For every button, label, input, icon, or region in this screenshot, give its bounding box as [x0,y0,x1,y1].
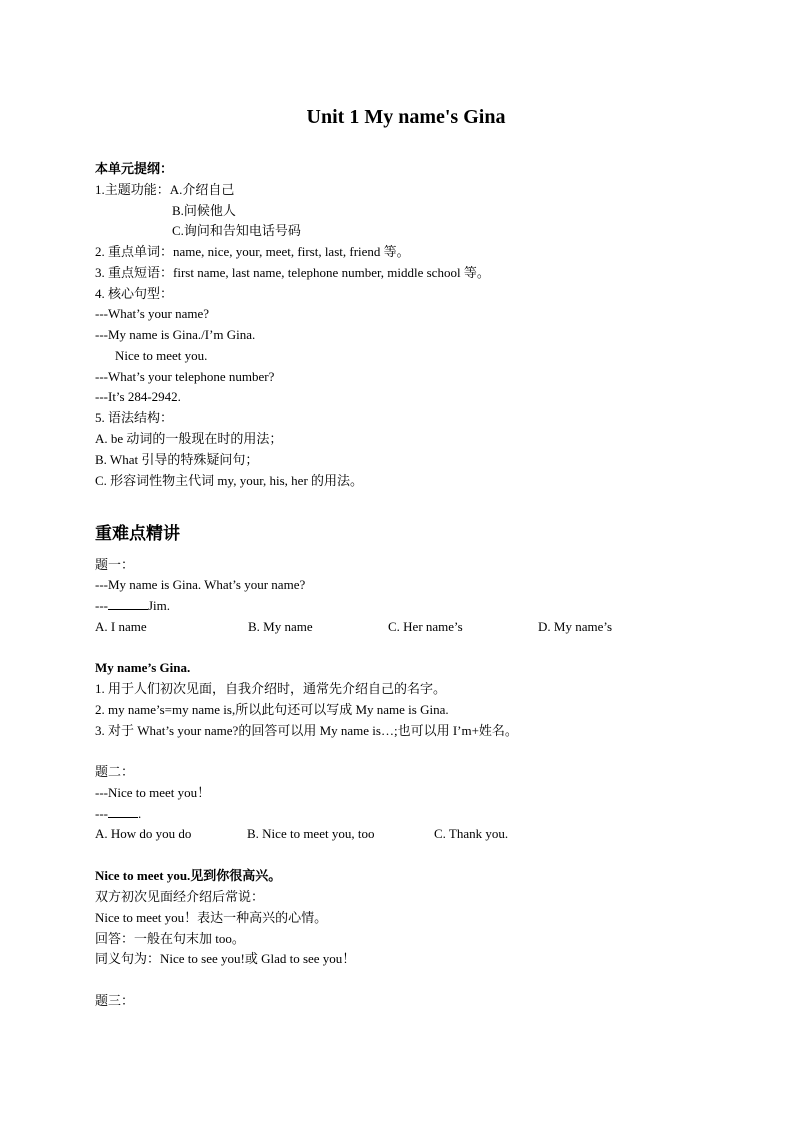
note1-p2: 2. my name’s=my name is,所以此句还可以写成 My name is Gina. [95,702,449,717]
section-heading: 重难点精讲 [95,524,180,543]
sentence-2: ---My name is Gina./I’m Gina. [95,327,256,342]
note2-p1: 双方初次见面经介绍后常说： [95,889,265,904]
grammar-label: 5. 语法结构： [95,410,174,425]
note1-heading: My name’s Gina. [95,660,191,675]
grammar-a: A. be 动词的一般现在时的用法； [95,431,283,446]
q2-answer-blank [108,805,138,818]
q1-option-c: C. Her name’s [388,619,463,634]
key-words: 2. 重点单词：name, nice, your, meet, first, last, friend 等。 [95,244,410,259]
q2-suffix: . [138,806,142,821]
function-b: B.问候他人 [172,203,236,218]
note2-p2: Nice to meet you！表达一种高兴的心情。 [95,910,328,925]
q1-prefix: --- [95,598,108,613]
q2-option-c: C. Thank you. [434,826,509,841]
function-label: 1.主题功能： [95,182,170,197]
q1-line1: ---My name is Gina. What’s your name? [95,577,306,592]
q2-option-b: B. Nice to meet you, too [247,826,375,841]
note1-p1: 1. 用于人们初次见面，自我介绍时，通常先介绍自己的名字。 [95,681,447,696]
q2-line1: ---Nice to meet you！ [95,785,211,800]
sentence-4: ---What’s your telephone number? [95,369,275,384]
sentences-label: 4. 核心句型： [95,286,174,301]
q1-label: 题一： [95,557,135,572]
outline-heading: 本单元提纲： [95,161,174,176]
q2-line2 [95,805,141,823]
q1-line2 [95,597,170,615]
function-a: A.介绍自己 [169,182,235,197]
q2-option-a: A. How do you do [95,826,192,841]
q1-answer-blank [108,597,148,610]
note2-heading: Nice to meet you.见到你很高兴。 [95,868,282,883]
q2-label: 题二： [95,764,135,779]
q1-suffix: Jim. [148,598,171,613]
sentence-5: ---It’s 284-2942. [95,389,181,404]
grammar-b: B. What 引导的特殊疑问句； [95,452,259,467]
function-c: C.询问和告知电话号码 [172,223,301,238]
note2-p3: 回答：一般在句末加 too。 [95,931,245,946]
outline-function-line [95,181,234,199]
q2-prefix: --- [95,806,108,821]
q1-option-a: A. I name [95,619,147,634]
note2-p4: 同义句为：Nice to see you!或 Glad to see you！ [95,951,356,966]
key-phrases: 3. 重点短语：first name, last name, telephone number, middle school 等。 [95,265,490,280]
page-title: Unit 1 My name's Gina [306,106,506,128]
note1-p3: 3. 对于 What’s your name?的回答可以用 My name is…;也可以用 I’m+姓名。 [95,723,518,738]
grammar-c: C. 形容词性物主代词 my, your, his, her 的用法。 [95,473,364,488]
q1-option-b: B. My name [248,619,313,634]
q1-option-d: D. My name’s [538,619,613,634]
q3-label: 题三： [95,993,135,1008]
sentence-1: ---What’s your name? [95,306,210,321]
sentence-3: Nice to meet you. [115,348,208,363]
